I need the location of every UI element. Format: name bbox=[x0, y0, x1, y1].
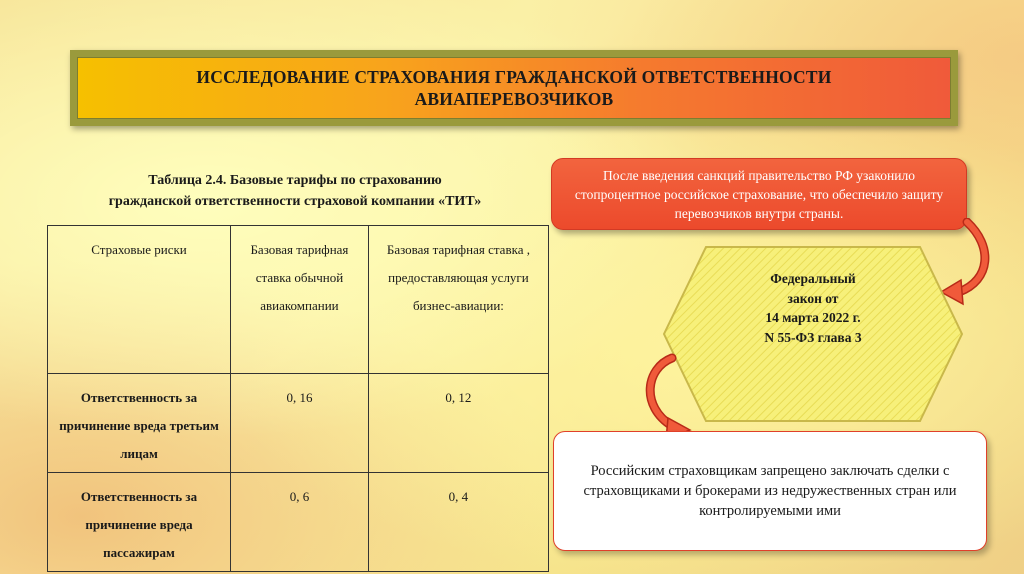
table-caption bbox=[60, 170, 530, 212]
table-row bbox=[48, 374, 549, 473]
row-ordinary-rate: 0, 6 bbox=[231, 473, 369, 572]
law-line-4: N 55-ФЗ глава 3 bbox=[764, 329, 862, 345]
tariff-table bbox=[47, 225, 549, 572]
table-caption-line-1: Таблица 2.4. Базовые тарифы по страхованию bbox=[148, 173, 442, 188]
table-header-row bbox=[48, 226, 549, 374]
table-row bbox=[48, 473, 549, 572]
header-business-rate: Базовая тарифная ставка , предоставляющая услуги бизнес-авиации: bbox=[368, 226, 548, 374]
law-line-3: 14 марта 2022 г. bbox=[765, 310, 861, 325]
row-risk-passengers: Ответственность за причинение вреда пассажирам bbox=[48, 473, 231, 572]
title-banner bbox=[77, 57, 951, 119]
page-title-line-1: ИССЛЕДОВАНИЕ СТРАХОВАНИЯ ГРАЖДАНСКОЙ ОТВЕТСТВЕННОСТИ bbox=[196, 67, 832, 87]
law-line-2: закон от bbox=[787, 290, 839, 306]
law-line-1: Федеральный bbox=[770, 271, 856, 286]
table-caption-line-2: гражданской ответственности страховой компании «ТИТ» bbox=[108, 194, 482, 209]
header-ordinary-rate: Базовая тарифная ставка обычной авиакомпании bbox=[231, 226, 369, 374]
restriction-note-text: Российским страховщикам запрещено заключать сделки с страховщиками и брокерами из недружественных стран или контролируемыми ими bbox=[583, 463, 957, 519]
row-business-rate: 0, 12 bbox=[368, 374, 548, 473]
row-ordinary-rate: 0, 16 bbox=[231, 374, 369, 473]
restriction-note bbox=[553, 431, 987, 551]
law-reference bbox=[720, 269, 906, 347]
sanctions-note-text: После введения санкций правительство РФ узаконило стопроцентное российское страхование, что обеспечило защиту перевозчиков внутри страны. bbox=[574, 167, 944, 221]
title-frame bbox=[70, 50, 958, 126]
row-risk-third-parties: Ответственность за причинение вреда третьим лицам bbox=[48, 374, 231, 473]
curved-arrow-to-bottom-note-icon bbox=[632, 352, 712, 442]
page-title bbox=[196, 66, 831, 110]
row-business-rate: 0, 4 bbox=[368, 473, 548, 572]
page-title-line-2: АВИАПЕРЕВОЗЧИКОВ bbox=[414, 89, 614, 109]
sanctions-note bbox=[551, 158, 967, 230]
header-insurance-risks: Страховые риски bbox=[48, 226, 231, 374]
